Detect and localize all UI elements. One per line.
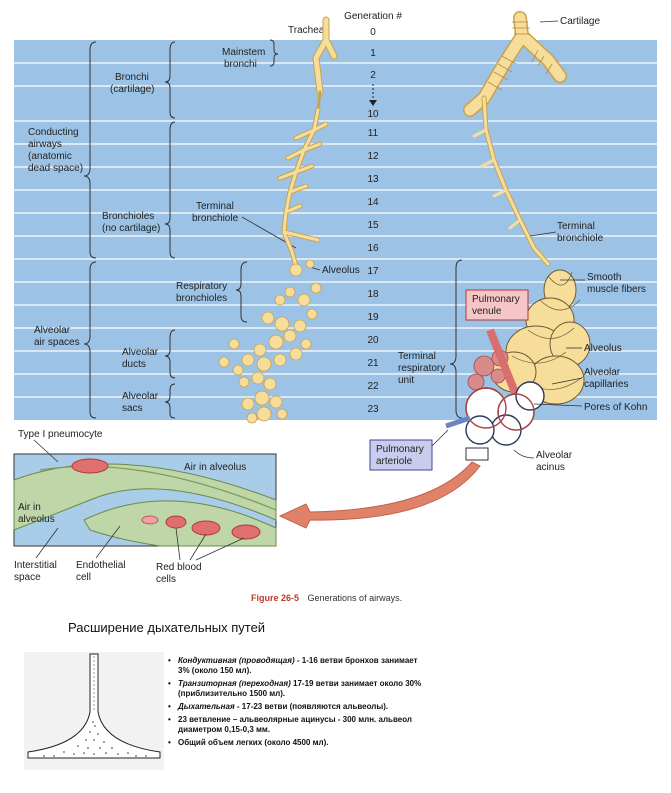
- bullet-acinus: • 23 ветвление – альвеолярные ацинусы - 300 млн. альвеол диаметром 0,15-0,3 мм.: [168, 715, 428, 735]
- terminal-respiratory-unit-label: Terminal respiratory unit: [398, 351, 446, 386]
- pores-of-kohn-label: Pores of Kohn: [584, 402, 648, 413]
- air-in-alveolus-top-label: Air in alveolus: [184, 462, 247, 473]
- interstitial-space-label: Interstitial space: [14, 560, 57, 583]
- figure-caption: Figure 26-5 Generations of airways.: [251, 593, 403, 603]
- red-blood-cells-label: Red blood cells: [156, 562, 202, 585]
- gen-18: 18: [367, 289, 379, 300]
- gen-15: 15: [367, 220, 379, 231]
- magnify-arrow: [280, 462, 480, 528]
- gen-23: 23: [367, 404, 379, 415]
- gen-10: 10: [367, 109, 379, 120]
- endothelial-cell-label: Endothelial cell: [76, 560, 126, 583]
- bullet-volume: • Общий объем легких (около 4500 мл).: [168, 738, 428, 748]
- air-in-alveolus-left-label: Air in alveolus: [18, 502, 55, 525]
- gen-19: 19: [367, 312, 379, 323]
- gen-22: 22: [367, 381, 379, 392]
- alveolar-sacs-label: Alveolar sacs: [122, 391, 159, 414]
- alveolar-air-spaces-label: Alveolar air spaces: [34, 325, 80, 348]
- type1-pneumocyte-label: Type I pneumocyte: [18, 429, 103, 440]
- mainstem-bronchi-label: Mainstem bronchi: [222, 47, 266, 70]
- alveolus-right-label: Alveolus: [584, 343, 622, 354]
- gen-16: 16: [367, 243, 379, 254]
- alveolar-ducts-label: Alveolar ducts: [122, 347, 159, 370]
- smooth-muscle-label: Smooth muscle fibers: [587, 272, 646, 295]
- gen-1: 1: [370, 48, 376, 59]
- terminal-bronchiole-right-label: Terminal bronchiole: [557, 221, 604, 244]
- gen-20: 20: [367, 335, 379, 346]
- russian-title: Расширение дыхательных путей: [68, 620, 266, 635]
- cartilage-label: Cartilage: [560, 16, 601, 27]
- pulmonary-venule-label: Pulmonary venule: [472, 294, 520, 317]
- bullet-conducting: • Кондуктивная (проводящая) - 1-16 ветви бронхов занимает 3% (около 150 мл).: [168, 656, 428, 676]
- conducting-airways-label: Conducting airways (anatomic dead space): [28, 127, 84, 174]
- airway-expansion-diagram: [24, 652, 164, 770]
- alveolar-acinus-label: Alveolar acinus: [536, 450, 573, 473]
- gen-12: 12: [367, 151, 379, 162]
- gen-0: 0: [370, 27, 376, 38]
- gen-13: 13: [367, 174, 379, 185]
- trachea-header: Trachea: [288, 25, 325, 36]
- gen-2: 2: [370, 70, 376, 81]
- pulmonary-arteriole-label: Pulmonary arteriole: [376, 444, 424, 467]
- gen-11: 11: [367, 128, 379, 139]
- alveolar-capillaries-label: Alveolar capillaries: [584, 367, 629, 390]
- gen-17: 17: [367, 266, 379, 277]
- gen-21: 21: [367, 358, 379, 369]
- alveolus-left-label: Alveolus: [322, 265, 360, 276]
- russian-bullet-list: [168, 656, 428, 751]
- generation-header: Generation #: [344, 11, 402, 22]
- terminal-bronchiole-left-label: Terminal bronchiole: [192, 201, 239, 224]
- bullet-respiratory: • Дыхательная - 17-23 ветви (появляются альвеолы).: [168, 702, 428, 712]
- bronchioles-label: Bronchioles (no cartilage): [102, 211, 161, 234]
- bullet-transitional: • Транзиторная (переходная) 17-19 ветви занимает около 30% (приблизительно 1500 мл).: [168, 679, 428, 699]
- respiratory-bronchioles-label: Respiratory bronchioles: [176, 281, 228, 304]
- gen-14: 14: [367, 197, 379, 208]
- bronchi-label: Bronchi (cartilage): [110, 72, 155, 95]
